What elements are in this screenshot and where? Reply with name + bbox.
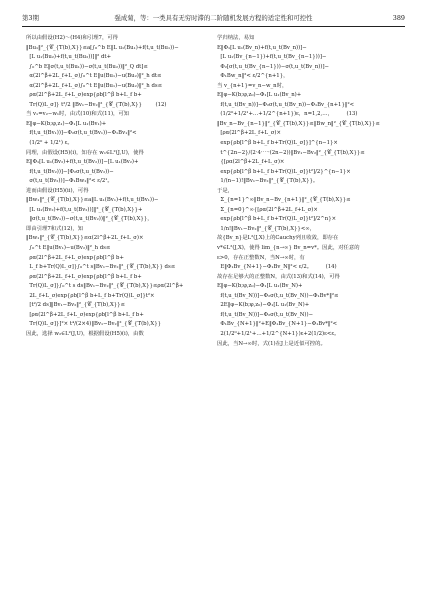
running-header — [22, 11, 405, 25]
text-line: exp{ρb[l^β b+L_f b+Tr(Q)L_σ]}t²]/2^n}× — [217, 216, 337, 223]
text-line: ‖Bv_n−Bv_{n−1}‖²_{𝒞_{T(b),X}}≤‖Bw_n‖²_{𝒞_{T(b),X}}≤ — [217, 120, 380, 127]
text-line: Φ₁Bv_{N+1}‖²+E‖Φ₁Bv_{N+1}−Φ₁Bv*‖²< — [217, 321, 338, 328]
text-line: (1/2⁰ + 1/2¹) ε。 — [26, 140, 73, 147]
text-line: ρα(2l^β+2L_f+L_σ)exp{ρb[l^β b+ — [26, 254, 124, 261]
text-line: α(2l^β+2L_f+L_σ)∫₀^t E‖u(Bu₁)−u(Bu₂)‖²_h dt≤ — [26, 73, 162, 80]
text-line: E‖Φ₁Bv_{N+1}−Φ₁Bv_N‖²< ε/2。 (14) — [217, 264, 337, 271]
text-line: 故{Bv_n}是L²(J,X)上的Cauchy列且收敛，即存在 — [217, 235, 339, 242]
text-line: ρα(2l^β+2L_f+L_σ)exp{ρb[l^β b+L_f b+ — [26, 273, 142, 280]
text-line: t^{2n−2}/(2·4·⋯·(2n−2))‖Bv₁−Bv₂‖²_{𝒞_{T(b),X}}≤ — [217, 149, 365, 156]
text-line: exp{ρb[l^β b+L_f b+Tr(Q)L_σ]}t²]/2}^{n−1}× — [217, 168, 351, 175]
text-line: {[ρα(2l^β+2L_f+L_σ)× — [217, 159, 285, 166]
text-line: ε>0，存在正整数N，当N→∞时，有 — [217, 254, 305, 261]
text-line: Tr(Q)L_σ]}]²× t⁴/(2×4)‖Bv₁−Bv₂‖²_{𝒞_{T(b),X}} — [26, 321, 161, 328]
text-line: E‖Φ₁[L u₁(Bv_n)+f(t,u_t(Bv_n))]− — [217, 44, 307, 51]
text-line: 即由引理7和式(12)，知 — [26, 225, 84, 232]
text-line: 2E‖φ−K(b;φ,z₀)−Φ₁[L u₁(Bv_N)+ — [217, 302, 310, 309]
text-line: f(t,u_t(Bv₂))]−[Φ₂σ(t,u_t(Bv₂))− — [26, 168, 114, 175]
text-line: ‖σ(t,u_t(Bv₁))−σ(t,u_t(Bv₂))‖²_{𝒞_{T(b),X}}， — [26, 216, 153, 223]
text-line: 1/n!‖Bv₁−Bv₂‖²_{𝒞_{T(b),X}}<∞， — [217, 225, 316, 232]
text-line: E‖Φ₁[L u₁(Bv₂)+f(t,u_t(Bv₂))]−[L u₁(Bv₂)+ — [26, 159, 139, 166]
left-column — [26, 34, 211, 340]
text-line: (1/2⁰+1/2¹+…+1/2^{n+1})ε，n=1,2,…， (13) — [217, 111, 358, 118]
text-line: Σ_{n=0}^∞{[ρα(2l^β+2L_f+L_σ)× — [217, 206, 318, 213]
text-line: [L u₁(Bv₂)+f(t,u_t(Bv₂))]‖²_{𝒞_{T(b),X}}+ — [26, 206, 143, 213]
text-line: L_f b+Tr(Q)L_σ]}∫₀^t s‖Bv₁−Bv₂‖²_{𝒞_{T(b),X}} ds≤ — [26, 264, 176, 271]
text-line: [L u₁(Bv_{n−1})+f(t,u_t(Bv_{n−1}))]− — [217, 54, 327, 61]
text-line: α(2l^β+2L_f+L_σ)∫₀^t E‖u(Bu₁)−u(Bu₂)‖²_h ds≤ — [26, 82, 163, 89]
text-line: 所以由假设(H2)～(H4)和引理7，可得 — [26, 35, 118, 41]
text-line: 同理，由假设(H5)(ⅰ)，知存在 w₁∈L²(J,U)，使得 — [26, 149, 144, 156]
text-line: [t²/2 ds]‖Bv₁−Bv₂‖²_{𝒞_{T(b),X}}≤ — [26, 302, 126, 309]
text-line: f(t,u_t(Bv₁))]−Φ₂σ(t,u_t(Bv₁))−Φ₁Bv₁‖²< — [26, 130, 137, 137]
text-line: v*∈L²(J,X)，使得 lim_{n→∞} Bv_n=v*。因此，对任意的 — [217, 245, 360, 252]
text-line: E‖φ−K(b;φ,z₀)−Φ₁[L u₁(Bv_N)+ — [217, 283, 303, 290]
text-line: ‖Bu₁‖²_{𝒞_{T(b),X}}≤a[∫₀^b E‖L u₁(Bu₁)+f(t,u_t(Bu₁))− — [26, 44, 179, 51]
text-line: f(t,u_t(Bv_N))]−Φ₂σ(t,u_t(Bv_N))−Φ₁Bv*‖²≤ — [217, 292, 339, 299]
text-line: ∫₀^b E‖σ(t,u_t(Bu₁))−σ(t,u_t(Bu₂))‖²_Q dt]≤ — [26, 63, 148, 70]
text-line: f(t,u_t(Bv_N))]−Φ₂σ(t,u_t(Bv_N))− — [217, 311, 314, 318]
text-line: Φ₂[σ(t,u_t(Bv_{n−1}))−σ(t,u_t(Bv_n))]− — [217, 63, 330, 70]
text-line: 学归纳法，易知 — [217, 35, 255, 41]
text-line: exp{ρb[l^β b+L_f b+Tr(Q)L_σ]}]^{n−1}× — [217, 140, 338, 147]
text-line: 进而由假设(H5)(ⅱ)，可得 — [26, 187, 89, 194]
text-line: 于是， — [217, 187, 234, 194]
text-line: ρα(2l^β+2L_f+L_σ)exp{ρb[l^β b+L_f b+ — [26, 92, 142, 99]
text-line: σ(t,u_t(Bv₂))]−Φ₁Bw₁‖²< ε/2¹。 — [26, 178, 113, 185]
text-line: ∫₀^t E‖u(Bv₁)−u(Bv₂)‖²_h ds≤ — [26, 245, 111, 252]
text-line: 2L_f+L_σ)exp{ρb[l^β b+L_f b+Tr(Q)L_σ]}t²× — [26, 292, 155, 299]
text-line: [L u₁(Bu₂)+f(t,u_t(Bu₂))]‖² dt+ — [26, 54, 112, 61]
header-rule — [22, 26, 405, 27]
running-title: 强成菊，等：一类具有无穷时滞的二阶随机发展方程的适定性和可控性 — [114, 14, 313, 22]
text-line: 因此，选择 w₂∈L²(J,U)，根据假设(H5)(ⅰ)，由数 — [26, 330, 144, 337]
text-line: ‖Bw₁‖²_{𝒞_{T(b),X}}≤a‖L u₁(Bv₁)+f(t,u_t(Bv₁))− — [26, 197, 159, 204]
text-line: E‖φ−K(b;φ,z₁)−Φ₁[L u₁(Bv₁)+ — [26, 120, 107, 127]
text-line: [ρα(2l^β+2L_f+L_σ)exp{ρb[l^β b+L_f b+ — [26, 311, 144, 318]
text-line: 当 v₁=v₂−w₁时，由式(10)和式(11)，可知 — [26, 111, 130, 118]
text-line: Tr(Q)L_σ]}∫₀^t s ds‖Bv₁−Bv₂‖²_{𝒞_{T(b),X}}≤ρα(2l^β+ — [26, 283, 184, 290]
issue-label: 第3期 — [22, 14, 39, 22]
text-line: 因此，当N→∞时，式(1)在J上是近似可控的。 — [217, 340, 326, 347]
text-line: 故存在足够大的正整数N，由式(13)和式(14)，可得 — [217, 273, 340, 280]
text-line: 当 v_{n+1}=v_n−w_n时， — [217, 82, 288, 89]
right-column — [217, 34, 402, 349]
text-line: [ρα(2l^β+2L_f+L_σ)× — [217, 130, 281, 137]
text-line: Σ_{n=1}^∞‖Bv_n−Bv_{n+1}‖²_{𝒞_{T(b),X}}≤ — [217, 197, 351, 204]
text-line: ‖Bw₁‖²_{𝒞_{T(b),X}}≤α(2l^β+2L_f+L_σ)× — [26, 235, 144, 242]
text-line: Tr(Q)L_σ]} t²/2 ‖Bv₁−Bv₂‖²_{𝒞_{T(b),X}} (12) — [26, 101, 167, 108]
text-line: f(t,u_t(Bv_n))]−Φ₂σ(t,u_t(Bv_n))−Φ₁Bv_{n+1}‖²< — [217, 101, 355, 108]
text-line: E‖φ−K(b;φ,z₀)−Φ₁[L u₁(Bv_n)+ — [217, 92, 302, 99]
text-line: 2(1/2⁰+1/2¹+…+1/2^{N+1})ε+2(1/2)ε<ε。 — [217, 330, 340, 337]
text-line: 1/(n−1)!‖Bv₁−Bv₂‖²_{𝒞_{T(b),X}}。 — [217, 178, 319, 185]
page-number: 389 — [392, 14, 405, 22]
text-line: Φ₁Bw_n‖²< ε/2^{n+1}， — [217, 73, 289, 80]
